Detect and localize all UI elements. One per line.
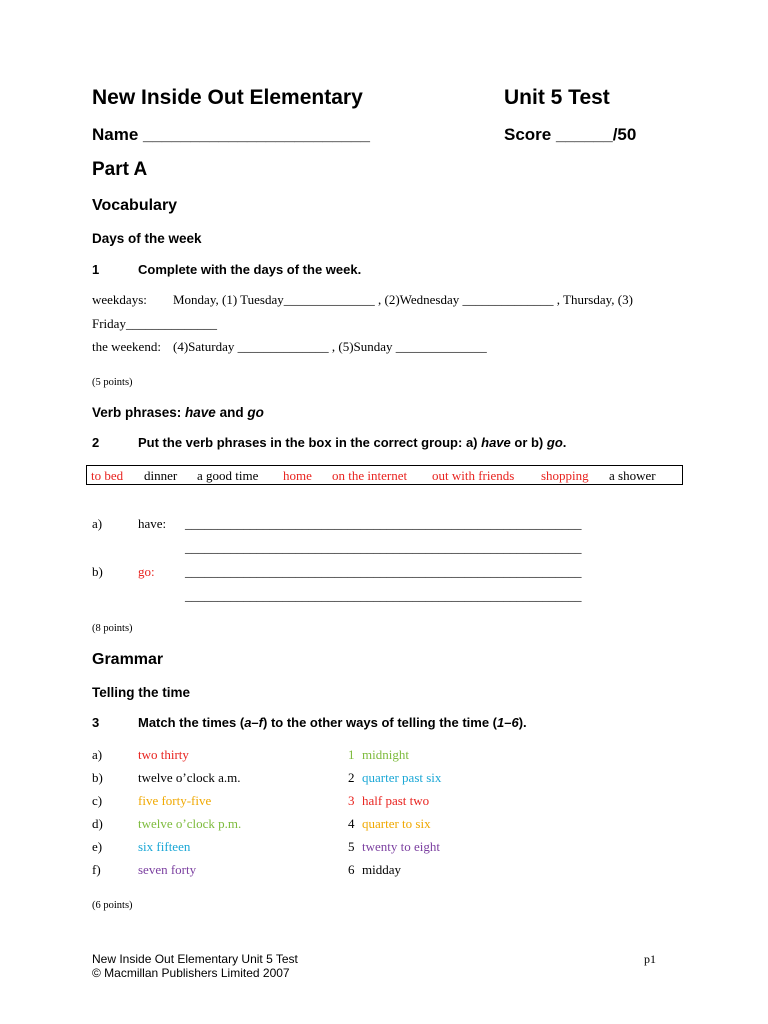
days-heading: Days of the week bbox=[92, 231, 202, 246]
weekdays-line-continued: Friday______________ bbox=[92, 316, 217, 331]
answer-line[interactable]: _____________________________________________________________ bbox=[185, 588, 582, 603]
have-label: have: bbox=[138, 516, 167, 531]
answer-line[interactable]: _____________________________________________________________ bbox=[185, 564, 582, 579]
list-item: quarter to six bbox=[362, 816, 431, 831]
list-item-number: 1 bbox=[348, 747, 355, 762]
answer-line[interactable]: _____________________________________________________________ bbox=[185, 540, 582, 555]
vocabulary-heading: Vocabulary bbox=[92, 197, 178, 214]
footer-title: New Inside Out Elementary Unit 5 Test bbox=[92, 952, 298, 966]
question-text: Match the times (a–f) to the other ways of telling the time (1–6). bbox=[138, 715, 527, 730]
list-item-label: c) bbox=[92, 793, 103, 808]
list-item-label: a) bbox=[92, 747, 103, 762]
box-item: a shower bbox=[609, 468, 656, 483]
list-item-number: 5 bbox=[348, 839, 355, 854]
page-number: p1 bbox=[644, 952, 656, 966]
box-item: to bed bbox=[91, 468, 124, 483]
box-item: home bbox=[283, 468, 312, 483]
weekdays-label: weekdays: bbox=[92, 292, 147, 307]
question-text: Complete with the days of the week. bbox=[138, 262, 362, 277]
list-item: two thirty bbox=[138, 747, 189, 762]
footer-copyright: © Macmillan Publishers Limited 2007 bbox=[92, 966, 290, 980]
list-item: quarter past six bbox=[362, 770, 442, 785]
score-field: Score ______/50 bbox=[504, 125, 637, 144]
box-item: out with friends bbox=[432, 468, 515, 483]
list-item-label: d) bbox=[92, 816, 103, 831]
box-item: a good time bbox=[197, 468, 259, 483]
unit-title: Unit 5 Test bbox=[504, 86, 610, 109]
question-text: Put the verb phrases in the box in the correct group: a) have or b) go. bbox=[138, 435, 567, 450]
time-heading: Telling the time bbox=[92, 685, 191, 700]
list-item: five forty-five bbox=[138, 793, 212, 808]
list-item: seven forty bbox=[138, 862, 197, 877]
weekend-line: (4)Saturday ______________ , (5)Sunday ______________ bbox=[173, 339, 487, 354]
list-item: midnight bbox=[362, 747, 409, 762]
verb-phrase-box bbox=[86, 465, 683, 485]
question-number: 3 bbox=[92, 715, 100, 730]
list-item: twenty to eight bbox=[362, 839, 440, 854]
box-item: on the internet bbox=[332, 468, 408, 483]
list-item-number: 3 bbox=[348, 793, 355, 808]
option-label: a) bbox=[92, 516, 103, 531]
list-item-number: 6 bbox=[348, 862, 355, 877]
answer-line[interactable]: _____________________________________________________________ bbox=[185, 516, 582, 531]
question-number: 1 bbox=[92, 262, 100, 277]
weekend-label: the weekend: bbox=[92, 339, 161, 354]
list-item-number: 2 bbox=[348, 770, 355, 785]
points-label: (8 points) bbox=[92, 623, 133, 634]
list-item: twelve o’clock a.m. bbox=[138, 770, 241, 785]
list-item-label: e) bbox=[92, 839, 103, 854]
go-label: go: bbox=[138, 564, 155, 579]
weekdays-line: Monday, (1) Tuesday______________ , (2)Wednesday ______________ , Thursday, (3) bbox=[173, 292, 633, 307]
name-field: Name ________________________ bbox=[92, 125, 370, 144]
points-label: (5 points) bbox=[92, 377, 133, 388]
list-item: half past two bbox=[362, 793, 430, 808]
box-item: dinner bbox=[144, 468, 178, 483]
verb-phrases-heading: Verb phrases: have and go bbox=[92, 405, 264, 420]
list-item: midday bbox=[362, 862, 401, 877]
list-item-label: b) bbox=[92, 770, 103, 785]
list-item: twelve o’clock p.m. bbox=[138, 816, 242, 831]
points-label: (6 points) bbox=[92, 900, 133, 911]
box-item: shopping bbox=[541, 468, 589, 483]
option-label: b) bbox=[92, 564, 103, 579]
part-heading: Part A bbox=[92, 159, 148, 180]
list-item-number: 4 bbox=[348, 816, 355, 831]
grammar-heading: Grammar bbox=[92, 651, 164, 668]
list-item: six fifteen bbox=[138, 839, 191, 854]
question-number: 2 bbox=[92, 435, 100, 450]
document-title: New Inside Out Elementary bbox=[92, 86, 363, 109]
list-item-label: f) bbox=[92, 862, 101, 877]
